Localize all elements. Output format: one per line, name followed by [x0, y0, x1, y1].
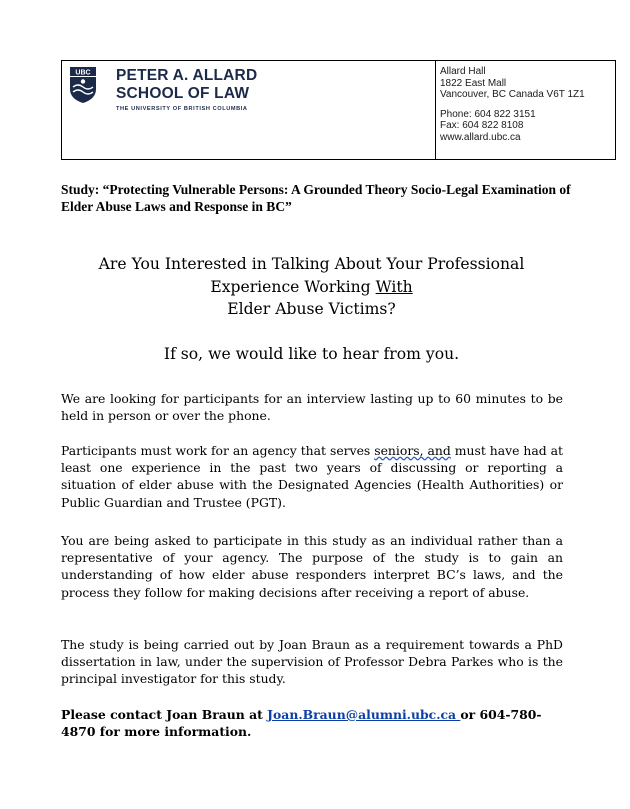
school-name-line1: PETER A. ALLARD: [116, 67, 258, 84]
ubc-logo-text: UBC: [75, 69, 91, 77]
contact-block: [440, 66, 585, 144]
headline-underlined-word: With: [375, 277, 413, 296]
paragraph-eligibility-end: must have had at least one experience in the past two years of discussing or reporting a situation of elder abuse with the Designated Agencies (Health Authorities) or Public Guardian and Trustee (PGT).: [61, 443, 564, 510]
contact-text-end: or 604-780-4870 for more information.: [61, 707, 542, 740]
paragraph-eligibility-start: Participants must work for an agency that serves: [61, 443, 375, 458]
website: www.allard.ubc.ca: [440, 131, 521, 143]
school-logo-panel: [62, 61, 436, 159]
fax-number: Fax: 604 822 8108: [440, 120, 524, 132]
phone-number: Phone: 604 822 3151: [440, 108, 536, 120]
contact-paragraph: [61, 706, 563, 740]
address-line1: Allard Hall: [440, 66, 486, 77]
university-name: THE UNIVERSITY OF BRITISH COLUMBIA: [116, 106, 248, 112]
address-line3: Vancouver, BC Canada V6T 1Z1: [440, 89, 585, 101]
paragraph-researcher: The study is being carried out by Joan Braun as a requirement towards a PhD dissertation in law, under the supervision of Professor Debra Parkes who is the principal investigator for this study.: [61, 637, 563, 687]
address-line2: 1822 East Mall: [440, 77, 507, 89]
email-link[interactable]: Joan.Braun@alumni.ubc.ca: [267, 707, 461, 722]
paragraph-purpose: You are being asked to participate in this study as an individual rather than a representative of your agency. The purpose of the study is to gain an understanding of how elder abuse responders interpret BC’s laws, and the process they follow for making decisions after receiving a report of abuse.: [61, 533, 563, 600]
headline-line1: Are You Interested in Talking About Your Professional: [98, 255, 525, 273]
school-name: [116, 67, 257, 103]
headline-line2-text: Experience Working: [210, 277, 376, 296]
paragraph-eligibility: [61, 442, 563, 511]
subheadline: If so, we would like to hear from you.: [163, 345, 460, 363]
headline-line3: Elder Abuse Victims?: [227, 300, 396, 318]
school-name-line2: SCHOOL OF LAW: [116, 85, 250, 102]
contact-text-start: Please contact Joan Braun at: [61, 707, 268, 722]
study-title: Study: “Protecting Vulnerable Persons: A Grounded Theory Socio-Legal Examination of Elder Abuse Laws and Response in BC”: [61, 182, 571, 214]
ubc-crest-logo: [70, 67, 96, 103]
paragraph-interview: We are looking for participants for an interview lasting up to 60 minutes to be held in person or over the phone.: [61, 391, 563, 424]
letterhead: [61, 60, 616, 160]
headline-line2: [40, 276, 583, 299]
headline: [40, 253, 583, 321]
grammar-marked-text: seniors, and: [374, 443, 451, 458]
